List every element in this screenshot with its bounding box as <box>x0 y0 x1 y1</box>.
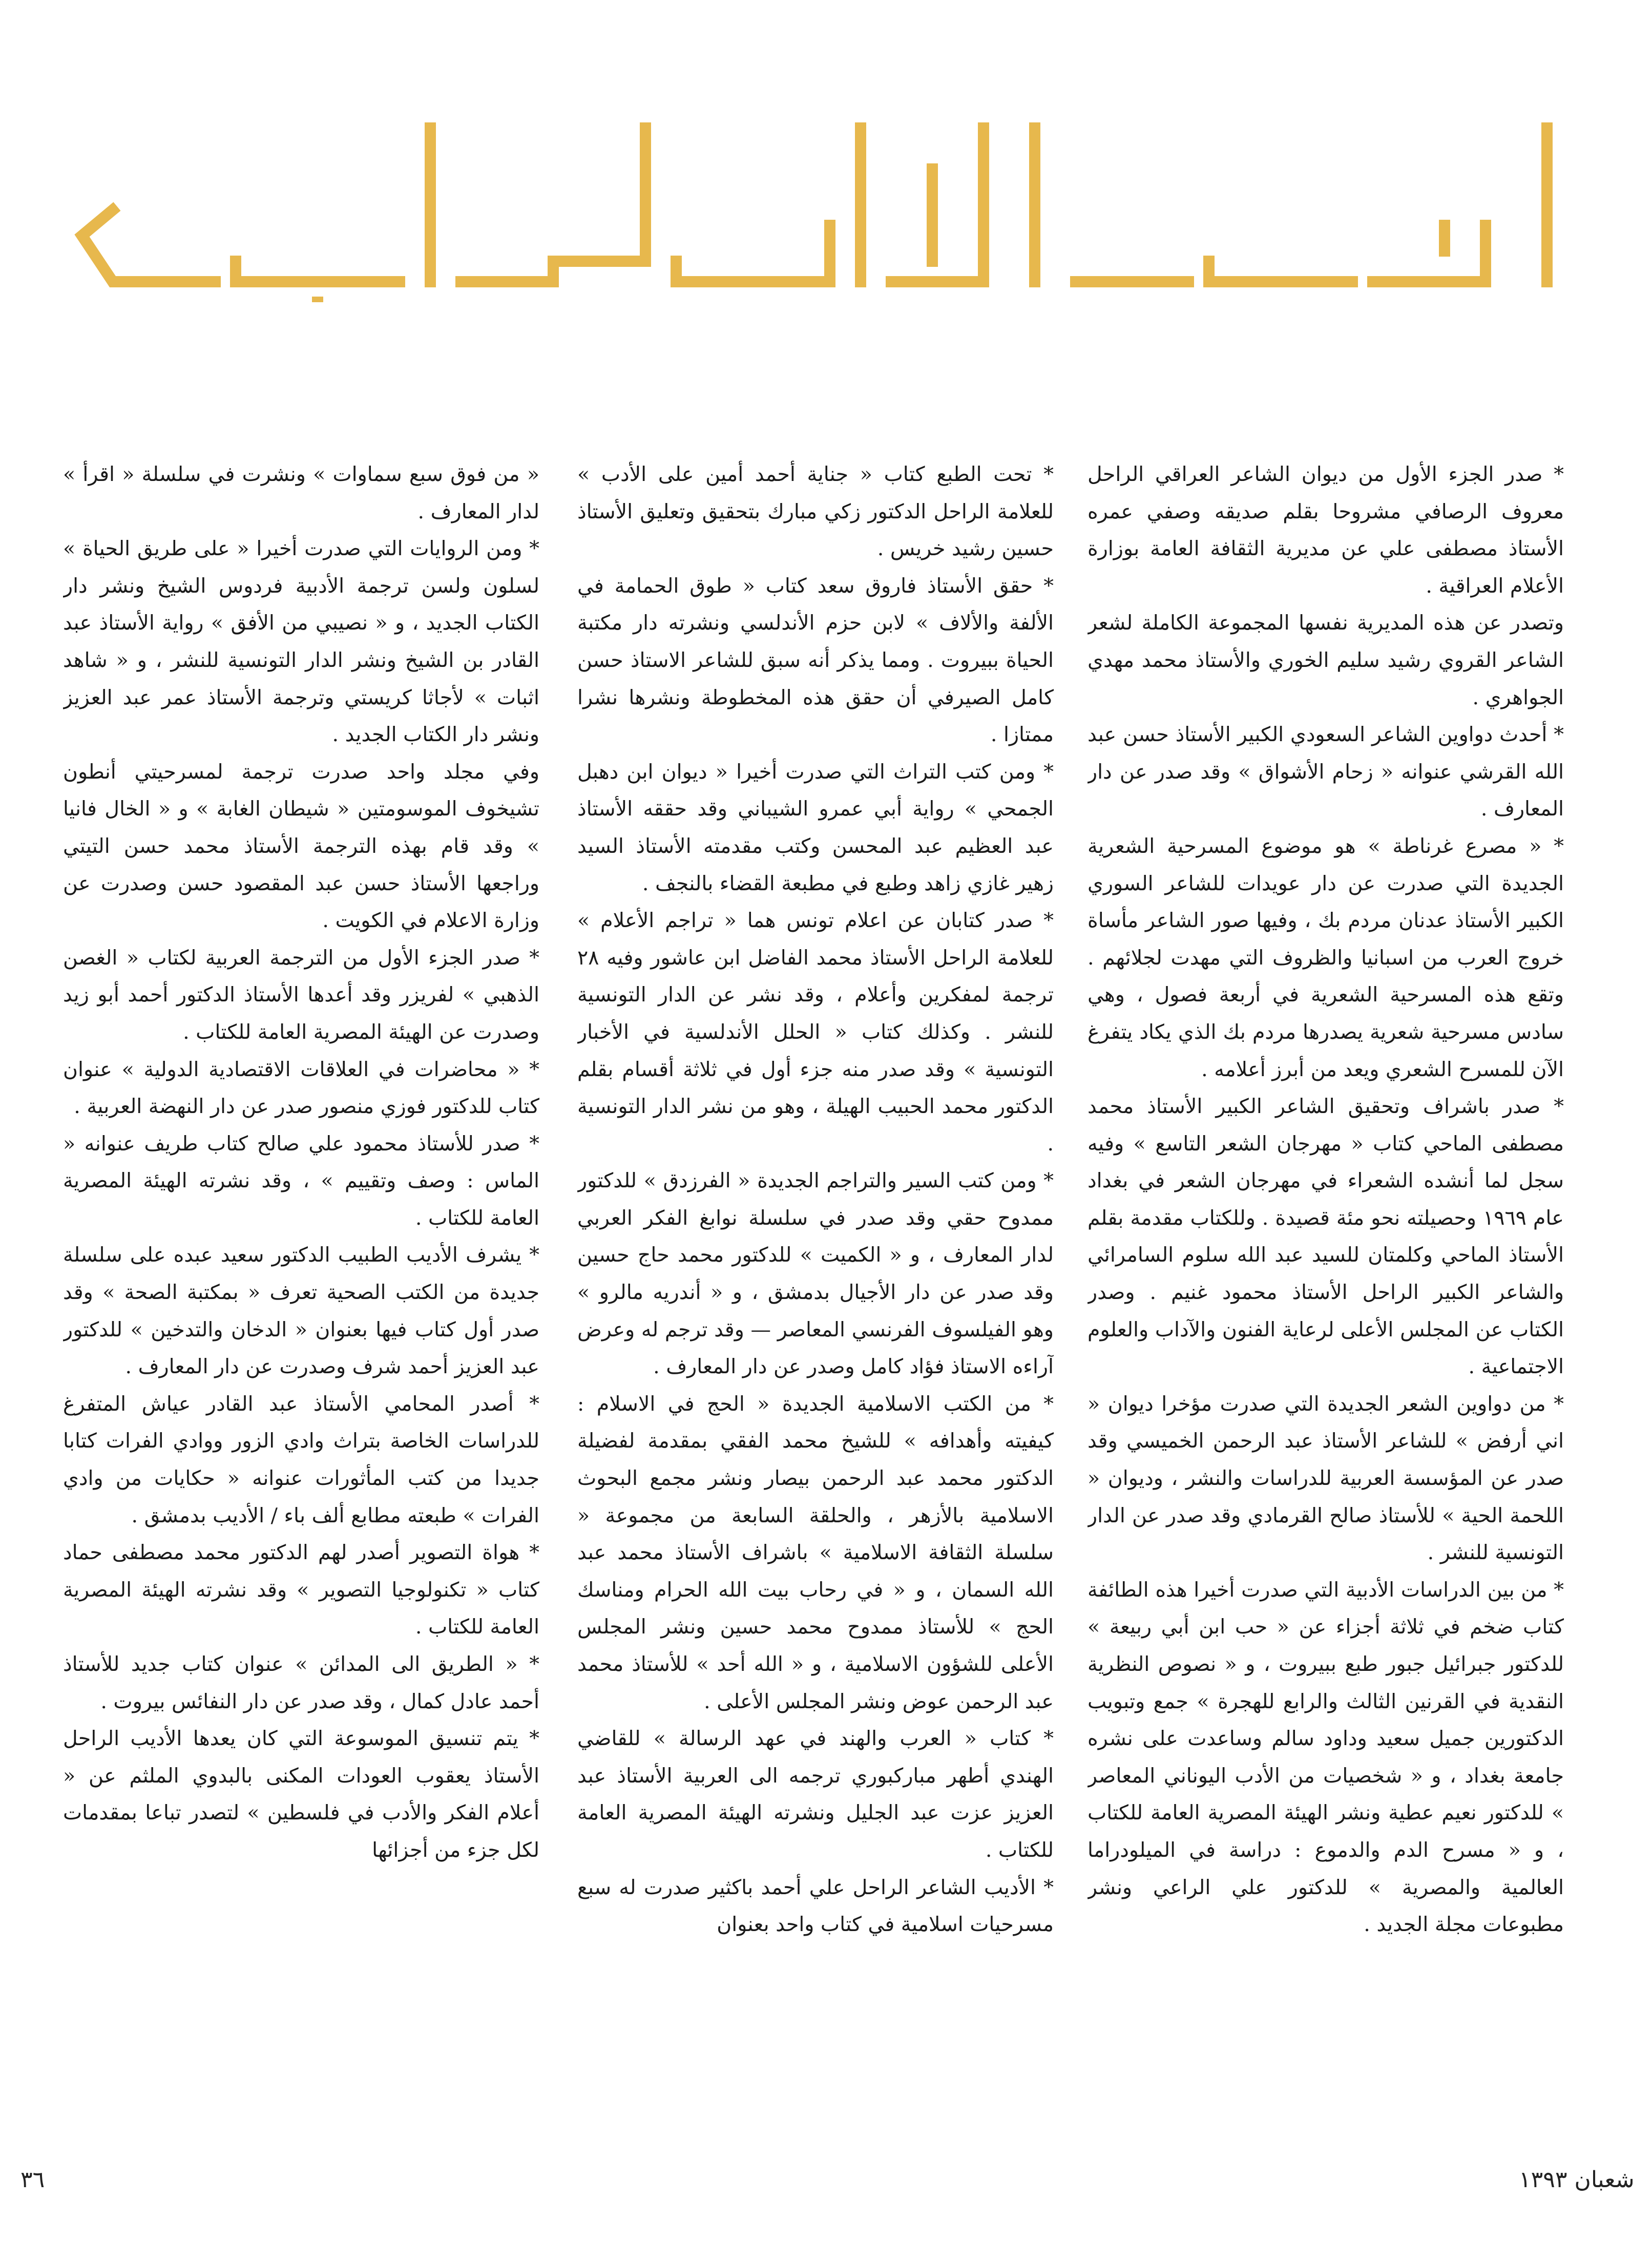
masthead-stroke <box>1373 225 1486 282</box>
news-item: * أصدر المحامي الأستاذ عبد القادر عياش المتفرغ للدراسات الخاصة بتراث وادي الزور ووادي الفرات كتابا جديدا من كتب المأثورات عنوانه « حكايات من وادي الفرات » طبعته مطابع ألف باء / الأديب بدمشق . <box>63 1392 539 1527</box>
news-item: * حقق الأستاذ فاروق سعد كتاب « طوق الحمامة في الألفة والألاف » لابن حزم الأندلسي ونشرته دار مكتبة الحياة ببيروت . ومما يذكر أنه سبق للشاعر الاستاذ حسن كامل الصيرفي أن حقق هذه المخطوطة ونشرها نشرا ممتازا . <box>577 574 1054 747</box>
news-item: * من الكتب الاسلامية الجديدة « الحج في الاسلام : كيفيته وأهدافه » للشيخ محمد الفقي بمقدمة لفضيلة الدكتور محمد عبد الرحمن بيصار ونشر مجمع البحوث الاسلامية بالأزهر ، والحلقة السابعة من مجموعة « سلسلة الثقافة الاسلامية » باشراف الأستاذ محمد عبد الله السمان ، و « في رحاب بيت الله الحرام ومناسك الحج » للأستاذ ممدوح محمد حسين ونشر المجلس الأعلى للشؤون الاسلامية ، و « الله أحد » للأستاذ محمد عبد الرحمن عوض ونشر المجلس الأعلى . <box>577 1392 1054 1713</box>
masthead-stroke <box>236 261 400 302</box>
news-item: « من فوق سبع سماوات » ونشرت في سلسلة « اقرأ » لدار المعارف . <box>63 463 539 523</box>
news-item: * صدر كتابان عن اعلام تونس هما « تراجم الأعلام » للعلامة الراحل الأستاذ محمد الفاضل ابن عاشور وفيه ٢٨ ترجمة لمفكرين وأعلام ، وقد نشر عن الدار التونسية للنشر . وكذلك كتاب « الحلل الأندلسية في الأخبار التونسية » وقد صدر منه جزء أول في ثلاثة أقسام بقلم الدكتور محمد الحبيب الهيلة ، وهو من نشر الدار التونسية . <box>577 909 1054 1156</box>
news-item: * « مصرع غرناطة » هو موضوع المسرحية الشعرية الجديدة التي صدرت عن دار عويدات للشاعر السوري الكبير الأستاذ عدنان مردم بك ، وفيها صور الشاعر مأساة خروج العرب من اسبانيا والظروف التي مهدت لجلائهم . وتقع هذه المسرحية الشعرية في أربعة فصول ، وهي سادس مسرحية شعرية يصدرها مردم بك الذي يكاد يتفرغ الآن للمسرح الشعري ويعد من أبرز أعلامه . <box>1088 834 1564 1081</box>
news-item: * صدر الجزء الأول من ديوان الشاعر العراقي الراحل معروف الرصافي مشروحا بقلم صديقه وصفي عمره الأستاذ مصطفى علي عن مديرية الثقافة العامة بوزارة الأعلام العراقية . <box>1088 463 1564 598</box>
news-item: * صدر الجزء الأول من الترجمة العربية لكتاب « الغصن الذهبي » لفريزر وقد أعدها الأستاذ الدكتور أحمد أبو زيد وصدرت عن الهيئة المصرية العامة للكتاب . <box>63 946 539 1044</box>
news-item: * ومن كتب التراث التي صدرت أخيرا « ديوان ابن دهبل الجمحي » رواية أبي عمرو الشيباني وقد حققه الأستاذ عبد العظيم عبد المحسن وكتب مقدمته الأستاذ السيد زهير غازي زاهد وطبع في مطبعة القضاء بالنجف . <box>577 760 1054 895</box>
news-item: * تحت الطبع كتاب « جناية أحمد أمين على الأدب » للعلامة الراحل الدكتور زكي مبارك بتحقيق وتعليق الأستاذ حسين رشيد خريس . <box>577 463 1054 561</box>
news-item: * « الطريق الى المدائن » عنوان كتاب جديد للأستاذ أحمد عادل كمال ، وقد صدر عن دار النفائس بيروت . <box>63 1652 539 1713</box>
news-item: * من بين الدراسات الأدبية التي صدرت أخيرا هذه الطائفة كتاب ضخم في ثلاثة أجزاء عن « حب ابن أبي ربيعة » للدكتور جبرائيل جبور طبع ببيروت ، و « نصوص النظرية النقدية في القرنين الثالث والرابع للهجرة » جمع وتبويب الدكتورين جميل سعيد وداود سالم وساعدت على نشره جامعة بغداد ، و « شخصيات من الأدب اليوناني المعاصر » للدكتور نعيم عطية ونشر الهيئة المصرية العامة للكتاب ، و « مسرح الدم والدموع : دراسة في الميلودراما العالمية والمصرية » للدكتور علي الراعي ونشر مطبوعات مجلة الجديد . <box>1088 1578 1564 1937</box>
issue-date: شعبان ١٣٩٣ <box>1519 2167 1635 2193</box>
masthead <box>61 108 1578 302</box>
news-item: * صدر للأستاذ محمود علي صالح كتاب طريف عنوانه « الماس : وصف وتقييم » ، وقد نشرته الهيئة المصرية العامة للكتاب . <box>63 1131 539 1230</box>
column-right <box>1088 456 1564 2105</box>
masthead-calligraphy <box>61 108 1578 302</box>
masthead-stroke <box>1209 261 1352 282</box>
masthead-stroke <box>82 210 215 282</box>
news-item: * ومن كتب السير والتراجم الجديدة « الفرزدق » للدكتور ممدوح حقي وقد صدر في سلسلة نوابغ الفكر العربي لدار المعارف ، و « الكميت » للدكتور محمد حاج حسين وقد صدر عن دار الأجيال بدمشق ، و « أندريه مالرو » وهو الفيلسوف الفرنسي المعاصر — وقد ترجم له وعرض آراءه الاستاذ فؤاد كامل وصدر عن دار المعارف . <box>577 1169 1054 1379</box>
news-item: وفي مجلد واحد صدرت ترجمة لمسرحيتي أنطون تشيخوف الموسومتين « شيطان الغابة » و « الخال فانيا » وقد قام بهذه الترجمة الأستاذ محمد حسن التيتي وراجعها الأستاذ حسن عبد المقصود حسن وصدرت عن وزارة الاعلام في الكويت . <box>63 760 539 933</box>
masthead-stroke <box>676 225 830 282</box>
news-item: * يشرف الأديب الطبيب الدكتور سعيد عبده على سلسلة جديدة من الكتب الصحية تعرف « بمكتبة الصحة » وقد صدر أول كتاب فيها بعنوان « الدخان والتدخين » للدكتور عبد العزيز أحمد شرف وصدرت عن دار المعارف . <box>63 1243 539 1379</box>
page-number: ٣٦ <box>20 2167 45 2193</box>
news-item: وتصدر عن هذه المديرية نفسها المجموعة الكاملة لشعر الشاعر القروي رشيد سليم الخوري والأستاذ محمد مهدي الجواهري . <box>1088 611 1564 709</box>
news-item: * هواة التصوير أصدر لهم الدكتور محمد مصطفى حماد كتاب « تكنولوجيا التصوير » وقد نشرته الهيئة المصرية العامة للكتاب . <box>63 1541 539 1639</box>
news-item: * « محاضرات في العلاقات الاقتصادية الدولية » عنوان كتاب للدكتور فوزي منصور صدر عن دار النهضة العربية . <box>63 1057 539 1119</box>
column-left <box>63 456 539 2105</box>
news-item: * أحدث دواوين الشاعر السعودي الكبير الأستاذ حسن عبد الله القرشي عنوانه « زحام الأشواق » وقد صدر عن دار المعارف . <box>1088 723 1564 821</box>
news-item: * يتم تنسيق الموسوعة التي كان يعدها الأديب الراحل الأستاذ يعقوب العودات المكنى بالبدوي الملثم عن « أعلام الفكر والأدب في فلسطين » لتصدر تباعا بمقدمات لكل جزء من أجزائها <box>63 1727 539 1862</box>
column-middle <box>577 456 1054 2105</box>
masthead-stroke <box>891 128 984 282</box>
news-item: * ومن الروايات التي صدرت أخيرا « على طريق الحياة » لسلون ولسن ترجمة الأدبية فردوس الشيخ ونشر دار الكتاب الجديد ، و « نصيبي من الأفق » رواية الأستاذ عبد القادر بن الشيخ ونشر الدار التونسية للنشر ، و « شاهد اثبات » لأجاثا كريستي وترجمة الأستاذ عمر عبد العزيز ونشر دار الكتاب الجديد . <box>63 537 539 747</box>
news-item: * صدر باشراف وتحقيق الشاعر الكبير الأستاذ محمد مصطفى الماحي كتاب « مهرجان الشعر التاسع » وفيه سجل لما أنشده الشعراء في مهرجان الشعر في بغداد عام ١٩٦٩ وحصيلته نحو مئة قصيدة . وللكتاب مقدمة بقلم الأستاذ الماحي وكلمتان للسيد عبد الله سلوم السامرائي والشاعر الكبير الراحل الأستاذ محمود غنيم . وصدر الكتاب عن المجلس الأعلى لرعاية الفنون والآداب والعلوم الاجتماعية . <box>1088 1095 1564 1379</box>
news-item: * من دواوين الشعر الجديدة التي صدرت مؤخرا ديوان « اني أرفض » للشاعر الأستاذ عبد الرحمن الخميسي وقد صدر عن المؤسسة العربية للدراسات والنشر ، وديوان « اللحمة الحية » للأستاذ صالح القرمادي وقد صدر عن الدار التونسية للنشر . <box>1088 1392 1564 1565</box>
masthead-stroke <box>461 128 645 282</box>
news-item: * كتاب « العرب والهند في عهد الرسالة » للقاضي الهندي أطهر مباركبوري ترجمه الى العربية الأستاذ عبد العزيز عزت عبد الجليل ونشرته الهيئة المصرية العامة للكتاب . <box>577 1727 1054 1862</box>
news-item: * الأديب الشاعر الراحل علي أحمد باكثير صدرت له سبع مسرحيات اسلامية في كتاب واحد بعنوان <box>577 1875 1054 1937</box>
